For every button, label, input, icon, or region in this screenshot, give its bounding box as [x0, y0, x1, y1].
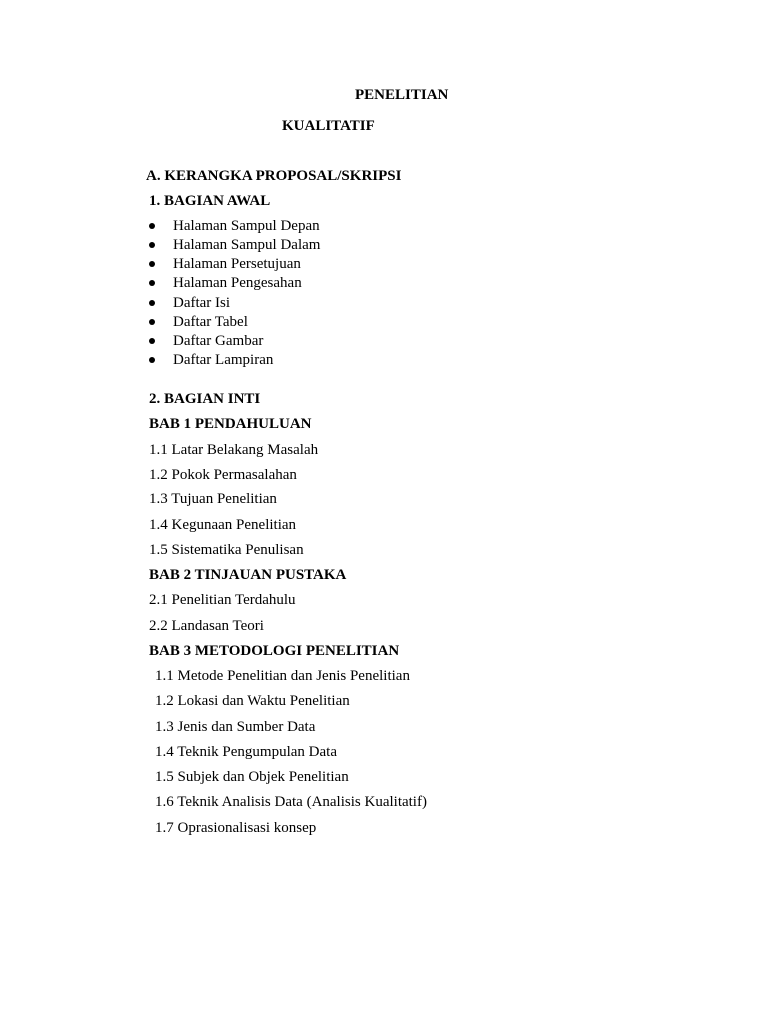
bab2-item: 2.2 Landasan Teori — [149, 618, 264, 634]
list-item-label: Halaman Sampul Depan — [173, 218, 320, 234]
bab1-item: 1.2 Pokok Permasalahan — [149, 467, 297, 483]
document-title: PENELITIAN — [355, 87, 449, 103]
bab3-heading: BAB 3 METODOLOGI PENELITIAN — [149, 643, 400, 659]
bullet-icon — [149, 223, 155, 229]
bullet-icon — [149, 300, 155, 306]
bab1-heading: BAB 1 PENDAHULUAN — [149, 416, 312, 432]
document-subtitle: KUALITATIF — [282, 118, 375, 134]
bab1-item: 1.1 Latar Belakang Masalah — [149, 442, 319, 458]
part2-heading: 2. BAGIAN INTI — [149, 391, 261, 407]
list-item-label: Halaman Pengesahan — [173, 275, 302, 291]
bullet-icon — [149, 357, 155, 363]
bab3-item: 1.3 Jenis dan Sumber Data — [155, 719, 316, 735]
bab3-item: 1.5 Subjek dan Objek Penelitian — [155, 769, 349, 785]
bab1-item: 1.3 Tujuan Penelitian — [149, 491, 277, 507]
list-item-label: Daftar Isi — [173, 295, 231, 311]
list-item-label: Halaman Sampul Dalam — [173, 237, 321, 253]
bab3-item: 1.6 Teknik Analisis Data (Analisis Kualitatif) — [155, 794, 427, 810]
part1-heading: 1. BAGIAN AWAL — [149, 193, 271, 209]
bab1-item: 1.4 Kegunaan Penelitian — [149, 517, 297, 533]
bullet-icon — [149, 242, 155, 248]
bab3-item: 1.1 Metode Penelitian dan Jenis Penelitian — [155, 668, 410, 684]
list-item-label: Daftar Lampiran — [173, 352, 274, 368]
bab2-item: 2.1 Penelitian Terdahulu — [149, 592, 296, 608]
bab1-item: 1.5 Sistematika Penulisan — [149, 542, 304, 558]
list-item-label: Daftar Gambar — [173, 333, 264, 349]
list-item-label: Halaman Persetujuan — [173, 256, 301, 272]
bullet-icon — [149, 261, 155, 267]
bullet-icon — [149, 338, 155, 344]
bab2-heading: BAB 2 TINJAUAN PUSTAKA — [149, 567, 347, 583]
section-a-heading: A. KERANGKA PROPOSAL/SKRIPSI — [146, 168, 402, 184]
list-item-label: Daftar Tabel — [173, 314, 248, 330]
bab3-item: 1.4 Teknik Pengumpulan Data — [155, 744, 337, 760]
bullet-icon — [149, 319, 155, 325]
bullet-icon — [149, 280, 155, 286]
bab3-item: 1.2 Lokasi dan Waktu Penelitian — [155, 693, 350, 709]
bab3-item: 1.7 Oprasionalisasi konsep — [155, 820, 317, 836]
